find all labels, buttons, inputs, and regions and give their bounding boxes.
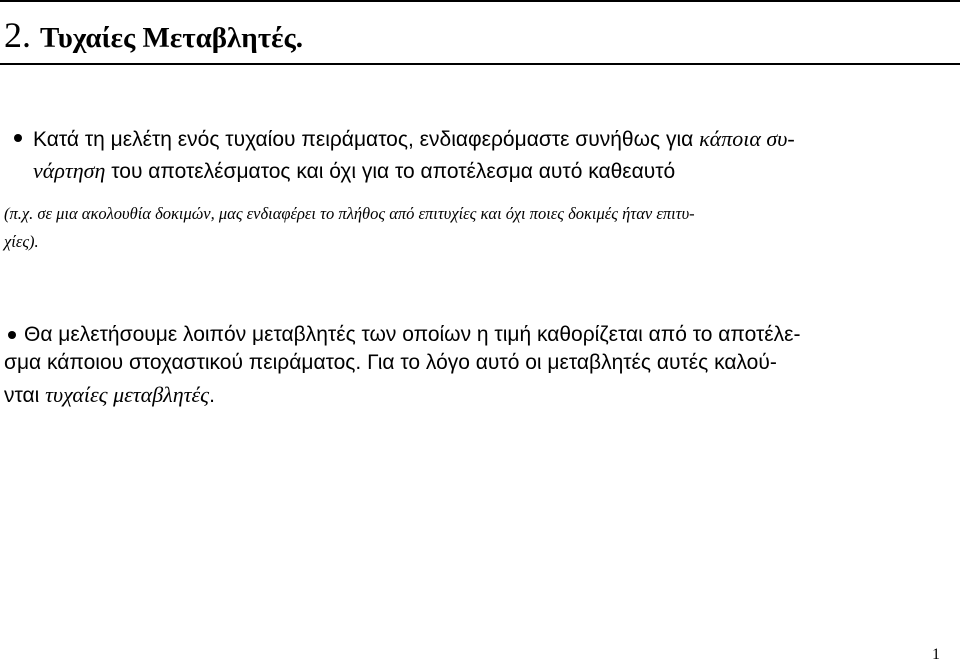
bullet2-line3 bbox=[4, 382, 215, 409]
section-heading bbox=[4, 14, 303, 59]
bullet2-line3-italic: τυχαίες μεταβλητές bbox=[45, 382, 210, 407]
bullet1-example-line1: (π.χ. σε μια ακολουθία δοκιμών, μας ενδιαφέρει το πλήθος από επιτυχίες και όχι ποιες δοκιμές ήταν επιτυ- bbox=[4, 204, 695, 223]
bullet1-line1-italic: κάποια συ- bbox=[699, 126, 795, 151]
top-rule bbox=[0, 0, 960, 2]
bullet1-example-line2: χίες). bbox=[4, 232, 39, 251]
bullet2-line3-text: νται bbox=[4, 384, 46, 407]
bullet1-line2-text: του αποτελέσματος και όχι για το αποτέλεσμα αυτό καθεαυτό bbox=[105, 160, 676, 183]
bullet2-line3-end: . bbox=[209, 384, 215, 407]
bullet1-line2-italic: νάρτηση bbox=[33, 158, 106, 183]
bullet2-line2: σμα κάποιου στοχαστικού πειράματος. Για το λόγο αυτό οι μεταβλητές αυτές καλού- bbox=[4, 351, 777, 374]
section-title: Τυχαίες Μεταβλητές. bbox=[40, 22, 304, 54]
bullet1-line2 bbox=[33, 158, 675, 185]
bullet-dot bbox=[14, 134, 22, 142]
page-number: 1 bbox=[932, 646, 940, 663]
section-number: 2. bbox=[4, 15, 31, 55]
bullet1-line1-text: Κατά τη μελέτη ενός τυχαίου πειράματος, ενδιαφερόμαστε συνήθως για bbox=[33, 128, 700, 151]
bullet2-line1: Θα μελετήσουμε λοιπόν μεταβλητές των οποίων η τιμή καθορίζεται από το αποτέλε- bbox=[24, 323, 801, 346]
header-rule bbox=[0, 63, 960, 65]
bullet1-line1 bbox=[33, 126, 795, 153]
bullet-dot bbox=[8, 331, 16, 339]
